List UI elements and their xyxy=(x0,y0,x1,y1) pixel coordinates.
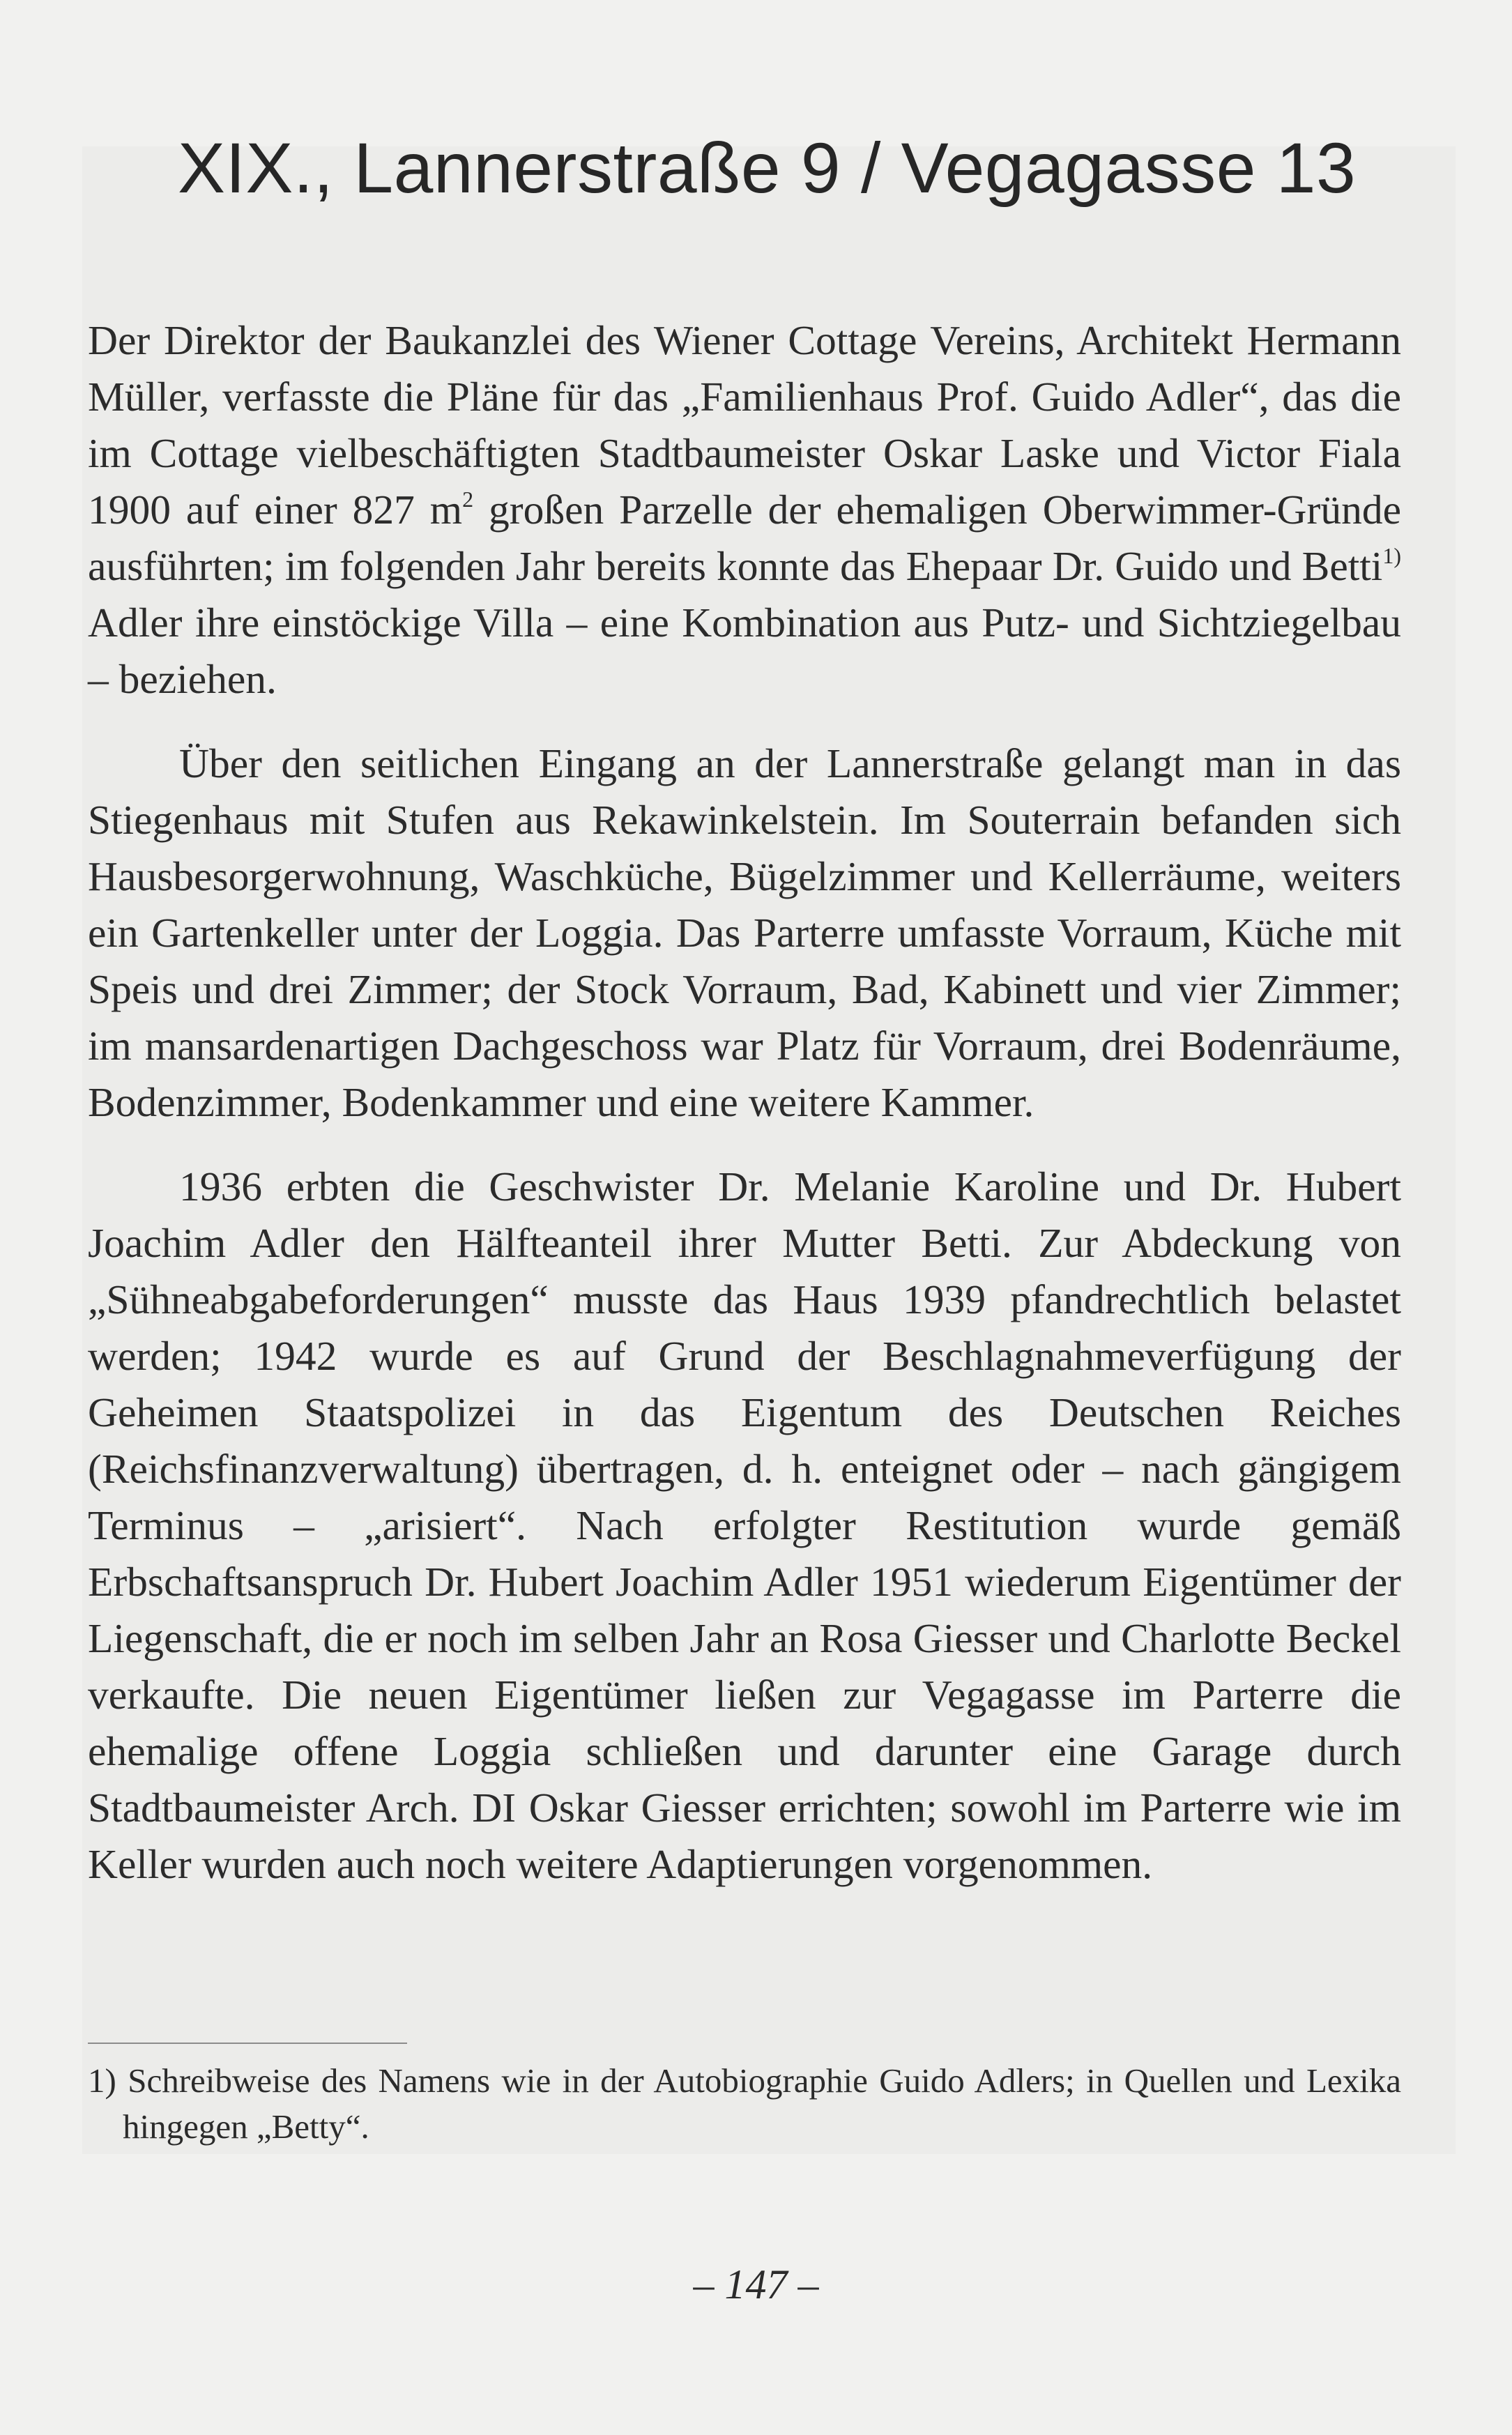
paragraph-2: Über den seitlichen Eingang an der Lannerstraße gelangt man in das Stiegenhaus mit Stufen aus Rekawinkelstein. Im Souterrain befanden sich Hausbesorgerwohnung, Waschküche, Bügelzimmer und Kellerräume, weiters ein Gartenkeller unter der Loggia. Das Parterre umfasste Vorraum, Küche mit Speis und drei Zimmer; der Stock Vorraum, Bad, Kabinett und vier Zimmer; im mansardenartigen Dachgeschoss war Platz für Vorraum, drei Bodenräume, Bodenzimmer, Bodenkammer und eine weitere Kammer. xyxy=(88,740,1401,1125)
footnote-marker: 1) xyxy=(1382,543,1401,568)
paragraph-1-text-start: Der Direktor der Baukanzlei des Wiener Cottage Vereins, Architekt Hermann Müller, verfasste die Pläne für das „Familienhaus Prof. Guido Adler“, das die im Cottage vielbeschäftigten Stadtbaumeister Oskar Laske und Victor Fiala 1900 auf einer 827 m xyxy=(88,317,1401,533)
paragraph-1-text-middle: großen Parzelle der ehemaligen Oberwimmer-Gründe ausführten; im folgenden Jahr bereits konnte das Ehepaar Dr. Guido und Betti xyxy=(88,487,1401,589)
body-text xyxy=(88,312,1401,1921)
footnote-divider xyxy=(88,2043,407,2044)
paragraph-1-text-end: Adler ihre einstöckige Villa – eine Kombination aus Putz- und Sichtziegelbau – beziehen. xyxy=(88,600,1401,702)
area-superscript: 2 xyxy=(462,487,474,512)
page-number: – 147 – xyxy=(693,2261,819,2307)
footnote: 1) Schreibweise des Namens wie in der Autobiographie Guido Adlers; in Quellen und Lexika hingegen „Betty“. xyxy=(88,2061,1401,2146)
paragraph-3: 1936 erbten die Geschwister Dr. Melanie Karoline und Dr. Hubert Joachim Adler den Hälfteanteil ihrer Mutter Betti. Zur Abdeckung von „Sühneabgabeforderungen“ musste das Haus 1939 pfandrechtlich belastet werden; 1942 wurde es auf Grund der Beschlagnahmeverfügung der Geheimen Staatspolizei in das Eigentum des Deutschen Reiches (Reichsfinanzverwaltung) übertragen, d. h. enteignet oder – nach gängigem Terminus – „arisiert“. Nach erfolgter Restitution wurde gemäß Erbschaftsanspruch Dr. Hubert Joachim Adler 1951 wiederum Eigentümer der Liegenschaft, die er noch im selben Jahr an Rosa Giesser und Charlotte Beckel verkaufte. Die neuen Eigentümer ließen zur Vegagasse im Parterre die ehemalige offene Loggia schließen und darunter eine Garage durch Stadtbaumeister Arch. DI Oskar Giesser errichten; sowohl im Parterre wie im Keller wurden auch noch weitere Adaptierungen vorgenommen. xyxy=(88,1163,1401,1887)
page-heading: XIX., Lannerstraße 9 / Vegagasse 13 xyxy=(178,128,1357,208)
paragraph-1 xyxy=(88,312,1401,708)
